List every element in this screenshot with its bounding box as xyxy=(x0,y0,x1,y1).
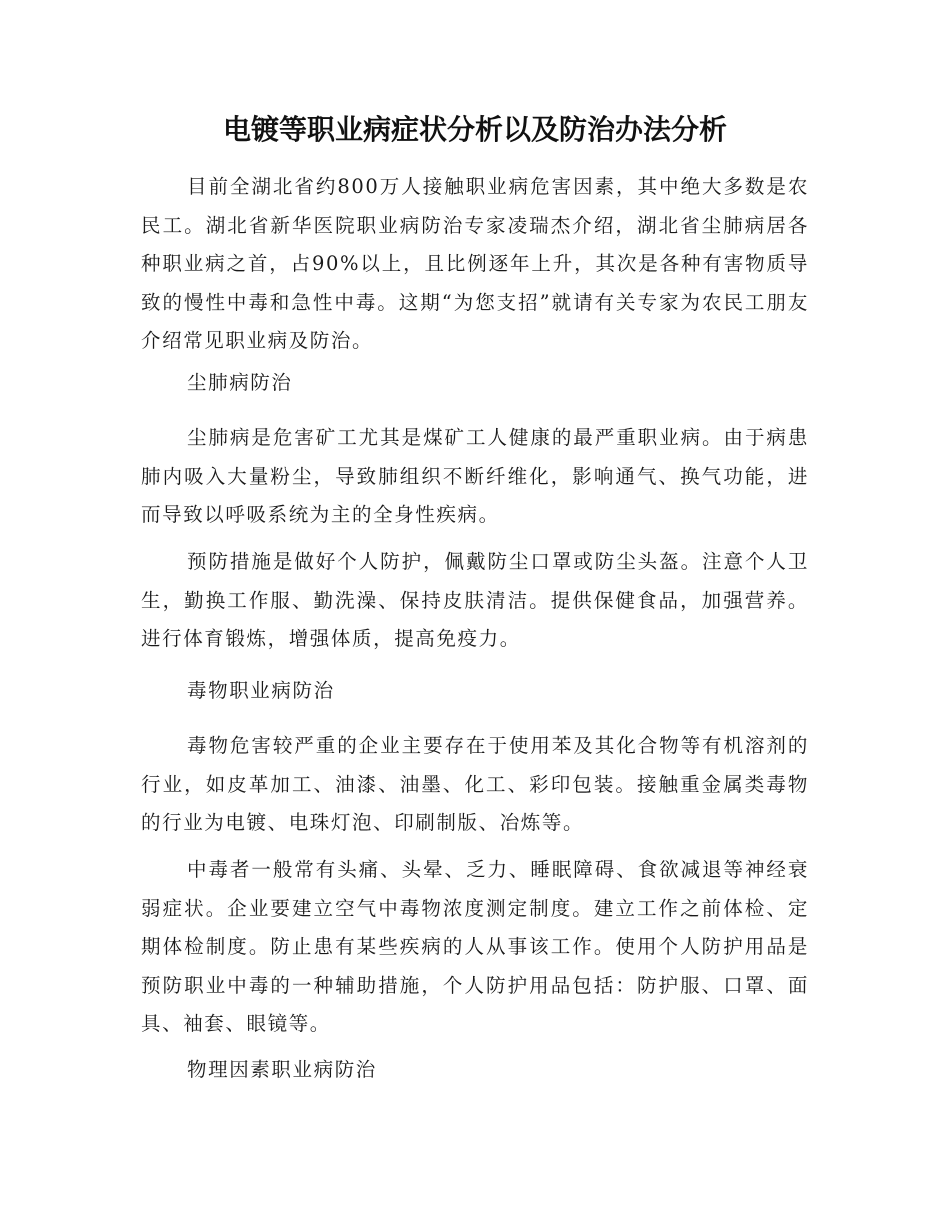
intro-paragraph: 目前全湖北省约800万人接触职业病危害因素，其中绝大多数是农民工。湖北省新华医院职业病防治专家凌瑞杰介绍，湖北省尘肺病居各种职业病之首，占90%以上，且比例逐年上升，其次是各种有害物质导致的慢性中毒和急性中毒。这期“为您支招”就请有关专家为农民工朋友介绍常见职业病及防治。 xyxy=(141,175,809,352)
toxic-industries-paragraph: 毒物危害较严重的企业主要存在于使用苯及其化合物等有机溶剂的行业，如皮革加工、油漆、油墨、化工、彩印包装。接触重金属类毒物的行业为电镀、电珠灯泡、印刷制版、冶炼等。 xyxy=(141,734,809,834)
poisoning-symptoms-paragraph: 中毒者一般常有头痛、头晕、乏力、睡眠障碍、食欲减退等神经衰弱症状。企业要建立空气中毒物浓度测定制度。建立工作之前体检、定期体检制度。防止患有某些疾病的人从事该工作。使用个人防护用品是预防职业中毒的一种辅助措施，个人防护用品包括：防护服、口罩、面具、袖套、眼镜等。 xyxy=(141,858,809,1035)
document-title: 电镀等职业病症状分析以及防治办法分析 xyxy=(222,113,727,146)
section-heading-physical: 物理因素职业病防治 xyxy=(187,1058,377,1081)
section-heading-pneumoconiosis: 尘肺病防治 xyxy=(187,371,293,394)
section-heading-toxic: 毒物职业病防治 xyxy=(187,679,335,702)
prevention-paragraph: 预防措施是做好个人防护，佩戴防尘口罩或防尘头盔。注意个人卫生，勤换工作服、勤洗澡、保持皮肤清洁。提供保健食品，加强营养。进行体育锻炼，增强体质，提高免疫力。 xyxy=(141,550,809,650)
pneumoconiosis-paragraph: 尘肺病是危害矿工尤其是煤矿工人健康的最严重职业病。由于病患肺内吸入大量粉尘，导致肺组织不断纤维化，影响通气、换气功能，进而导致以呼吸系统为主的全身性疾病。 xyxy=(141,426,809,526)
